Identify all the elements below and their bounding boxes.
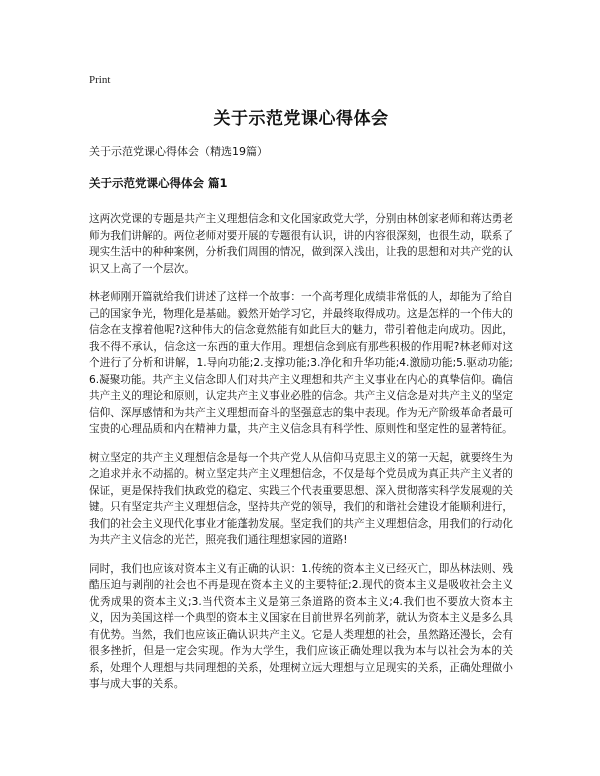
print-link[interactable]: Print xyxy=(89,74,111,86)
paragraph: 这两次党课的专题是共产主义理想信念和文化国家政党大学，分别由林创家老师和蒋达勇老师为我们讲解的。两位老师对要开展的专题很有认识，讲的内容很深刻，也很生动，联系了现实生活中的种种案例，分析我们周围的情况，做到深入浅出，让我的思想和对共产党的认识又上高了一个层次。 xyxy=(89,213,513,275)
paragraph: 同时，我们也应该对资本主义有正确的认识：1.传统的资本主义已经灭亡，即丛林法则、残酷压迫与剥削的社会也不再是现在资本主义的主要特征;2.现代的资本主义是吸收社会主义优秀成果的资本主义;3.当代资本主义是第三条道路的资本主义;4.我们也不要放大资本主义，因为美国这样一个典型的资本主义国家在目前世界名列前茅，就认为资本主义是多么具有优势。当然，我们也应该正确认识共产主义。它是人类理想的社会，虽然路还漫长，会有很多挫折，但是一定会实现。作为大学生，我们应该正确处理以我为本与以社会为本的关系，处理个人理想与共同理想的关系，处理树立远大理想与立足现实的关系，正确处理做小事与成大事的关系。 xyxy=(89,562,513,690)
section-heading: 关于示范党课心得体会 篇1 xyxy=(89,176,228,190)
document-page xyxy=(89,68,513,705)
page-title: 关于示范党课心得体会 xyxy=(213,109,389,129)
paragraph: 树立坚定的共产主义理想信念是每一个共产党人从信仰马克思主义的第一天起，就要终生为之追求并永不动摇的。树立坚定共产主义理想信念，不仅是每个党员成为真正共产主义者的保证，更是保持我们执政党的稳定、实践三个代表重要思想、深入贯彻落实科学发展观的关键。只有坚定共产主义理想信念，坚持共产党的领导，我们的和谐社会建设才能顺利进行，我们的社会主义现代化事业才能蓬勃发展。坚定我们的共产主义理想信念，用我们的行动化为共产主义信念的光芒，照亮我们通往理想家园的道路! xyxy=(89,451,513,546)
paragraph: 林老师刚开篇就给我们讲述了这样一个故事：一个高考理化成绩非常低的人，却能为了给自己的国家争光，物理化是基础。毅然开始学习它，并最终取得成功。这是怎样的一个伟大的信念在支撑着他呢?这种伟大的信念竟然能有如此巨大的魅力，带引着他走向成功。因此，我不得不承认，信念这一东西的重大作用。理想信念到底有那些积极的作用呢?林老师对这个进行了分析和讲解，1.导向功能;2.支撑功能;3.净化和升华功能;4.激励功能;5.驱动功能;6.凝聚功能。共产主义信念即人们对共产主义理想和共产主义事业在内心的真挚信仰。确信共产主义的理论和原则，认定共产主义事业必胜的信念。共产主义信念是对共产主义的坚定信仰、深厚感情和为共产主义理想而奋斗的坚强意志的集中表现。作为无产阶级革命者最可宝贵的心理品质和内在精神力量，共产主义信念具有科学性、原则性和坚定性的显著特征。 xyxy=(89,291,513,435)
document-subtitle: 关于示范党课心得体会（精选19篇） xyxy=(89,145,268,158)
